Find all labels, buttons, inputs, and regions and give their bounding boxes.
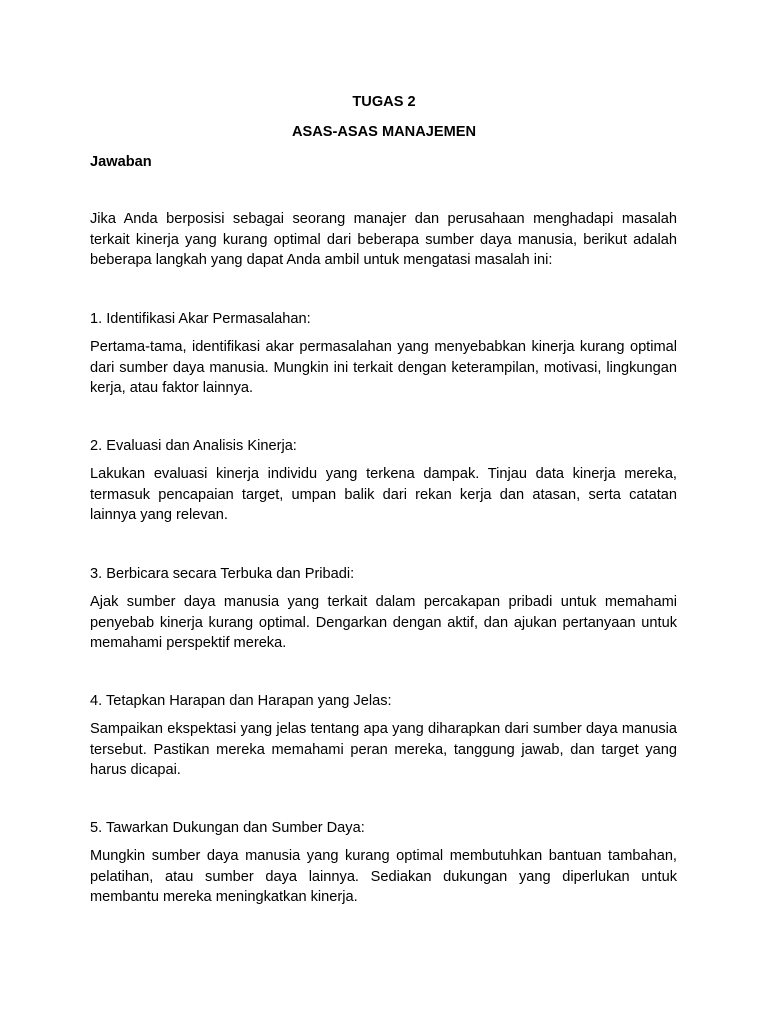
section-2-body: Lakukan evaluasi kinerja individu yang terkena dampak. Tinjau data kinerja mereka, termasuk pencapaian target, umpan balik dari rekan kerja dan atasan, serta catatan lainnya yang relevan.: [90, 466, 677, 523]
section-5-body: Mungkin sumber daya manusia yang kurang optimal membutuhkan bantuan tambahan, pelatihan, atau sumber daya lainnya. Sediakan dukungan yang diperlukan untuk membantu mereka meningkatkan kinerja.: [90, 848, 677, 905]
document-subtitle: ASAS-ASAS MANAJEMEN: [291, 124, 477, 140]
document-title: TUGAS 2: [352, 94, 416, 110]
section-5-heading: 5. Tawarkan Dukungan dan Sumber Daya:: [90, 820, 365, 836]
section-1-heading: 1. Identifikasi Akar Permasalahan:: [90, 311, 311, 327]
section-4-body: Sampaikan ekspektasi yang jelas tentang apa yang diharapkan dari sumber daya manusia tersebut. Pastikan mereka memahami peran mereka, tanggung jawab, dan target yang harus dicapai.: [90, 721, 677, 778]
section-3-heading: 3. Berbicara secara Terbuka dan Pribadi:: [90, 566, 355, 582]
intro-paragraph: Jika Anda berposisi sebagai seorang manajer dan perusahaan menghadapi masalah terkait kinerja yang kurang optimal dari beberapa sumber daya manusia, berikut adalah beberapa langkah yang dapat Anda ambil untuk mengatasi masalah ini:: [90, 211, 677, 268]
answer-label: Jawaban: [90, 154, 152, 170]
section-1-body: Pertama-tama, identifikasi akar permasalahan yang menyebabkan kinerja kurang optimal dari sumber daya manusia. Mungkin ini terkait dengan keterampilan, motivasi, lingkungan kerja, atau faktor lainnya.: [90, 339, 677, 396]
section-3-body: Ajak sumber daya manusia yang terkait dalam percakapan pribadi untuk memahami penyebab kinerja kurang optimal. Dengarkan dengan aktif, dan ajukan pertanyaan untuk memahami perspektif mereka.: [90, 594, 677, 651]
section-2-heading: 2. Evaluasi dan Analisis Kinerja:: [90, 438, 297, 454]
section-4-heading: 4. Tetapkan Harapan dan Harapan yang Jelas:: [90, 693, 392, 709]
